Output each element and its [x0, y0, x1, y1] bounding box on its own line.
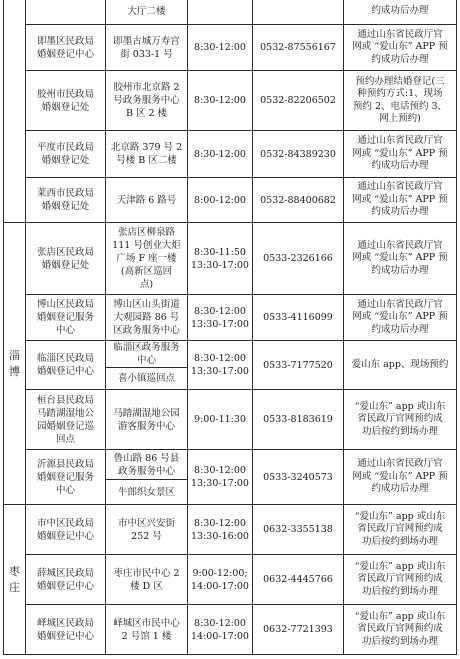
office-phone: 0532-84389230 — [253, 131, 344, 178]
office-address: 市中区兴安街 252 号 — [106, 505, 188, 555]
office-phone: 0632-7721393 — [253, 605, 344, 655]
office-hours: 8:30-12:00 — [188, 71, 253, 131]
table-row — [4, 71, 457, 131]
office-phone: 0533-7177520 — [253, 341, 344, 390]
table-row — [4, 555, 457, 605]
office-hours: 8:30-12:00 13:30-16:00 — [188, 505, 253, 555]
office-address-secondary: 喜小镇巡回点 — [106, 368, 188, 390]
office-phone: 0533-3240573 — [253, 450, 344, 505]
booking-note: 通过山东省民政厅官 网或 “爱山东” APP 预 约成功后办理 — [344, 223, 457, 295]
office-hours: 8:00-12:00 — [188, 178, 253, 223]
table-row — [4, 178, 457, 223]
booking-note: 约成功后办理 — [344, 0, 457, 25]
city-label-zaozhuang: 枣 庄 — [4, 505, 26, 655]
table-row — [4, 390, 457, 450]
office-hours — [188, 0, 253, 25]
booking-note: 预约办理结婚登记(三 种预约方式:1、现场 预约 2、电话预约 3、 网上预约) — [344, 71, 457, 131]
office-hours: 8:30-12:00 13:30-17:00 — [188, 295, 253, 341]
booking-note: “爱山东” app 或山东 省民政厅官网预约成 功后按约到场办理 — [344, 555, 457, 605]
office-name: 胶州市民政局 婚姻登记处 — [26, 71, 106, 131]
office-name: 张店区民政局 婚姻登记处 — [26, 223, 106, 295]
office-name: 莱西市民政局 婚姻登记处 — [26, 178, 106, 223]
booking-note: “爱山东” app 或山东 省民政厅官网预约成 功后按约到场办理 — [344, 390, 457, 450]
office-name — [26, 0, 106, 25]
office-name: 沂源县民政局 婚姻登记服务 中心 — [26, 450, 106, 505]
office-address: 博山区山头街道 大观园路 86 号 区政务服务中心 — [106, 295, 188, 341]
booking-note: “爱山东” app 或山东 省民政厅官网预约成 功后按约到场办理 — [344, 605, 457, 655]
office-name: 市中区民政局 婚姻登记中心 — [26, 505, 106, 555]
office-hours: 9:00-11:30 — [188, 390, 253, 450]
office-name: 博山区民政局 婚姻登记服务 中心 — [26, 295, 106, 341]
office-phone: 0532-87556167 — [253, 25, 344, 71]
office-phone: 0632-4445766 — [253, 555, 344, 605]
office-hours: 9:00-12:00; 14:00-17:00 — [188, 555, 253, 605]
table-row — [4, 223, 457, 295]
office-phone: 0632-3355138 — [253, 505, 344, 555]
table-row — [4, 0, 457, 25]
office-phone: 0532-88400682 — [253, 178, 344, 223]
marriage-registration-table — [3, 0, 457, 655]
office-address: 马踏湖湿地公园 游客服务中心 — [106, 390, 188, 450]
office-address: 枣庄市民中心 2 楼 D 区 — [106, 555, 188, 605]
booking-note: 通过山东省民政厅官 网或 “爱山东” APP 预 约成功后办理 — [344, 450, 457, 505]
office-hours: 8:30-12:00 — [188, 25, 253, 71]
office-address: 即墨古城万寿宫 街 033-1 号 — [106, 25, 188, 71]
office-address: 大厅二楼 — [106, 0, 188, 25]
office-phone: 0533-4116099 — [253, 295, 344, 341]
table-row — [4, 605, 457, 655]
office-hours: 8:30-12:00 14:00-17:00 — [188, 605, 253, 655]
office-address: 北京路 379 号 2 号楼 B 区二楼 — [106, 131, 188, 178]
office-phone: 0533-2326166 — [253, 223, 344, 295]
office-address: 临淄区政务服务 中心 — [106, 341, 188, 368]
office-phone: 0533-8183619 — [253, 390, 344, 450]
table-row — [4, 295, 457, 341]
office-hours: 8:30-12:00 — [188, 131, 253, 178]
booking-note: 通过山东省民政厅官 网或 “爱山东” APP 预 约成功后办理 — [344, 25, 457, 71]
office-address: 胶州市北京路 2 号政务服务中心 B 区 2 楼 — [106, 71, 188, 131]
booking-note: 通过山东省民政厅官 网或 “爱山东” APP 预 约成功后办理 — [344, 131, 457, 178]
table-row — [4, 450, 457, 480]
table-row — [4, 131, 457, 178]
booking-note: “爱山东” app 或山东 省民政厅官网预约成 功后按约到场办理 — [344, 505, 457, 555]
office-address: 鲁山路 86 号县 政务服务中心 — [106, 450, 188, 480]
table-row — [4, 341, 457, 368]
office-address: 峄城区市民中心 2 号馆 1 楼 — [106, 605, 188, 655]
office-address-secondary: 牛郎织女景区 — [106, 480, 188, 505]
office-name: 平度市民政局 婚姻登记处 — [26, 131, 106, 178]
city-cell-blank — [4, 0, 26, 223]
office-name: 峄城区民政局 婚姻登记中心 — [26, 605, 106, 655]
office-name: 薛城区民政局 婚姻登记中心 — [26, 555, 106, 605]
office-hours: 8:30-11:50 13:30-17:00 — [188, 223, 253, 295]
office-hours: 8:30-12:00 13:30-17:00 — [188, 450, 253, 505]
table-row — [4, 505, 457, 555]
office-name: 即墨区民政局 婚姻登记中心 — [26, 25, 106, 71]
booking-note: 通过山东省民政厅官 网或 “爱山东” APP 预 约成功后办理 — [344, 295, 457, 341]
table-row — [4, 25, 457, 71]
booking-note: 通过山东省民政厅官 网或 “爱山东” APP 预 约成功后办理 — [344, 178, 457, 223]
office-name: 临淄区民政局 婚姻登记中心 — [26, 341, 106, 390]
office-address: 天津路 6 路号 — [106, 178, 188, 223]
office-phone: 0532-82206502 — [253, 71, 344, 131]
office-hours: 8:30-12:00 13:30-17:00 — [188, 341, 253, 390]
office-address: 张店区柳泉路 111 号创业大炬 广场 F 座一楼 (高新区巡回 点) — [106, 223, 188, 295]
office-phone — [253, 0, 344, 25]
booking-note: 爱山东 app、现场预约 — [344, 341, 457, 390]
city-label-zibo: 淄 博 — [4, 223, 26, 505]
office-name: 桓台县民政局 马踏湖湿地公 园婚姻登记巡 回点 — [26, 390, 106, 450]
